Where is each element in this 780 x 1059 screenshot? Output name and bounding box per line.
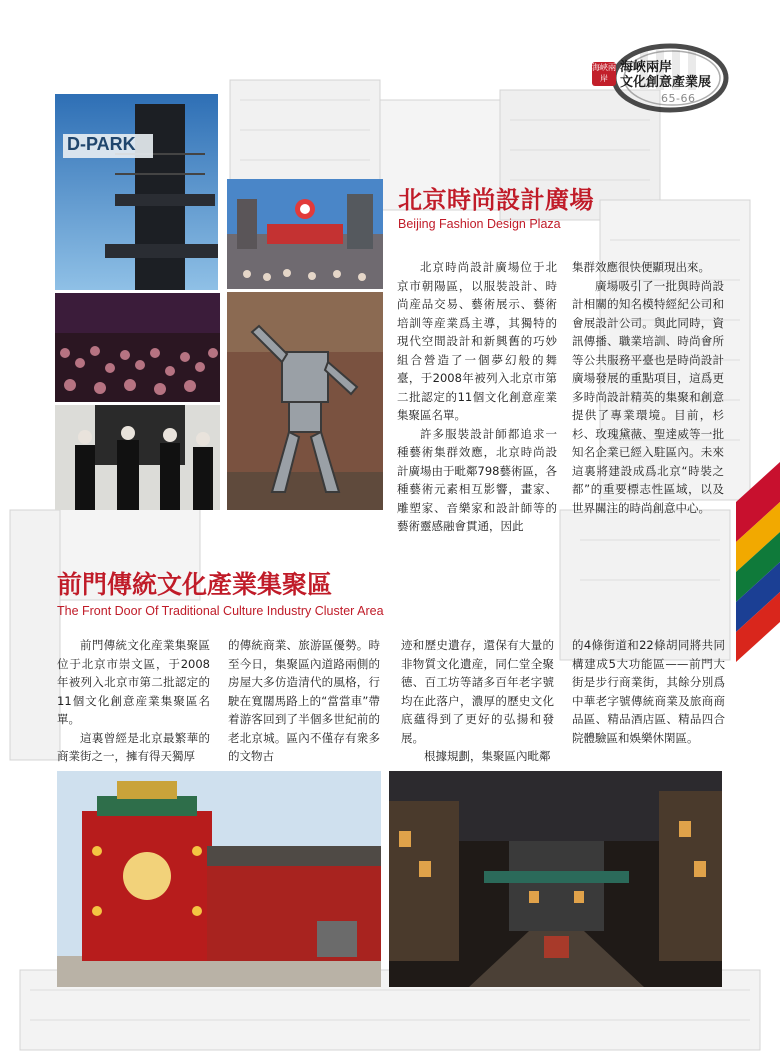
section2-title-zh: 前門傳統文化產業集聚區: [57, 570, 333, 599]
photo-fashion-stage: [227, 179, 383, 289]
section2-column-1: [57, 636, 210, 766]
paragraph: 集群效應很快便顯現出來。: [572, 260, 710, 274]
section1-title-en: Beijing Fashion Design Plaza: [398, 217, 561, 231]
section1-column-2: [572, 258, 724, 517]
photo-qianmen-theater: [57, 771, 381, 987]
paragraph: 前門傳統文化産業集聚區位于北京市崇文區，于2008年被列入北京市第二批認定的11個文化創意産業集聚區名單。: [57, 638, 210, 726]
exhibition-title-line1: 海峽兩岸: [620, 60, 673, 75]
section2-column-4: [572, 636, 725, 747]
paragraph: 許多服裝設計師都追求一種藝術集群效應，北京時尚設計廣場由于毗鄰798藝術區，各種藝術元素相互影響，畫家、雕塑家、音樂家和設計師等的藝術靈感融會貫通，因此: [397, 426, 557, 533]
photo-dpark-tower: [55, 94, 218, 290]
dpark-sign-text: D-PARK: [67, 134, 136, 154]
exhibition-title: [620, 60, 711, 90]
photo-qianmen-street-night: [389, 771, 722, 987]
paragraph: 的4條街道和22條胡同將共同構建成5大功能區——前門大街是步行商業街，其餘分別爲中華老字號傳統商業及旅商商品區、精品酒店區、精品四合院體驗區和娛樂休閑區。: [572, 638, 725, 745]
logo-seal: 海峽兩岸: [592, 62, 616, 86]
decorative-color-stripes: [736, 462, 780, 662]
section2-column-2: [228, 636, 380, 766]
paragraph: 廣場吸引了一批與時尚設計相關的知名模特經紀公司和會展設計公司。與此同時，資訊傳播、職業培訓、時尚會所等公共服務平臺也是時尚設計廣場發展的重點項目，這爲更多時尚設計精英的集聚和創意提供了專業環境。目前，杉杉、玫瑰黛薇、聖達威等一批知名企業已經入駐區內。未來這裏將建設成爲北京“時裝之都”的重要標志性區域，以及世界關注的時尚創意中心。: [572, 278, 724, 515]
paragraph: 迹和歷史遺存，還保有大量的非物質文化遺産，同仁堂全聚德、百工坊等諸多百年老字號均在此落户，濃厚的歷史文化底蘊得到了更好的弘揚和發展。: [401, 638, 554, 745]
section1-column-1: [397, 258, 557, 536]
section1-title-zh: 北京時尚設計廣場: [398, 185, 594, 214]
section2-title-en: The Front Door Of Traditional Culture Industry Cluster Area: [57, 604, 384, 618]
paragraph: 根據規劃，集聚區內毗鄰: [424, 749, 551, 763]
paragraph: 這裏曾經是北京最繁華的商業街之一，擁有得天獨厚: [57, 730, 210, 763]
page-numbers: 65-66: [661, 92, 696, 105]
photo-transformer-sculpture: [227, 292, 383, 510]
paragraph: 的傳統商業、旅游區優勢。時至今日，集聚區內道路兩側的房屋大多仿造清代的風格，行駛在寬闊馬路上的“當當車”帶着游客回到了半個多世紀前的老北京城。區內不僅存有衆多的文物古: [228, 638, 380, 763]
photo-models-train: [55, 405, 220, 510]
exhibition-title-line2: 文化創意產業展: [620, 75, 712, 90]
photo-crowd-concert: [55, 293, 220, 402]
section2-column-3: [401, 636, 554, 766]
paragraph: 北京時尚設計廣場位于北京市朝陽區，以服裝設計、時尚産品交易、藝術展示、藝術培訓等産業爲主導，其獨特的現代空間設計和新興舊的巧妙組合營造了一個夢幻般的舞臺，于2008年被列入北京市第二批認定的11個文化創意産業集聚區名單。: [397, 260, 557, 422]
